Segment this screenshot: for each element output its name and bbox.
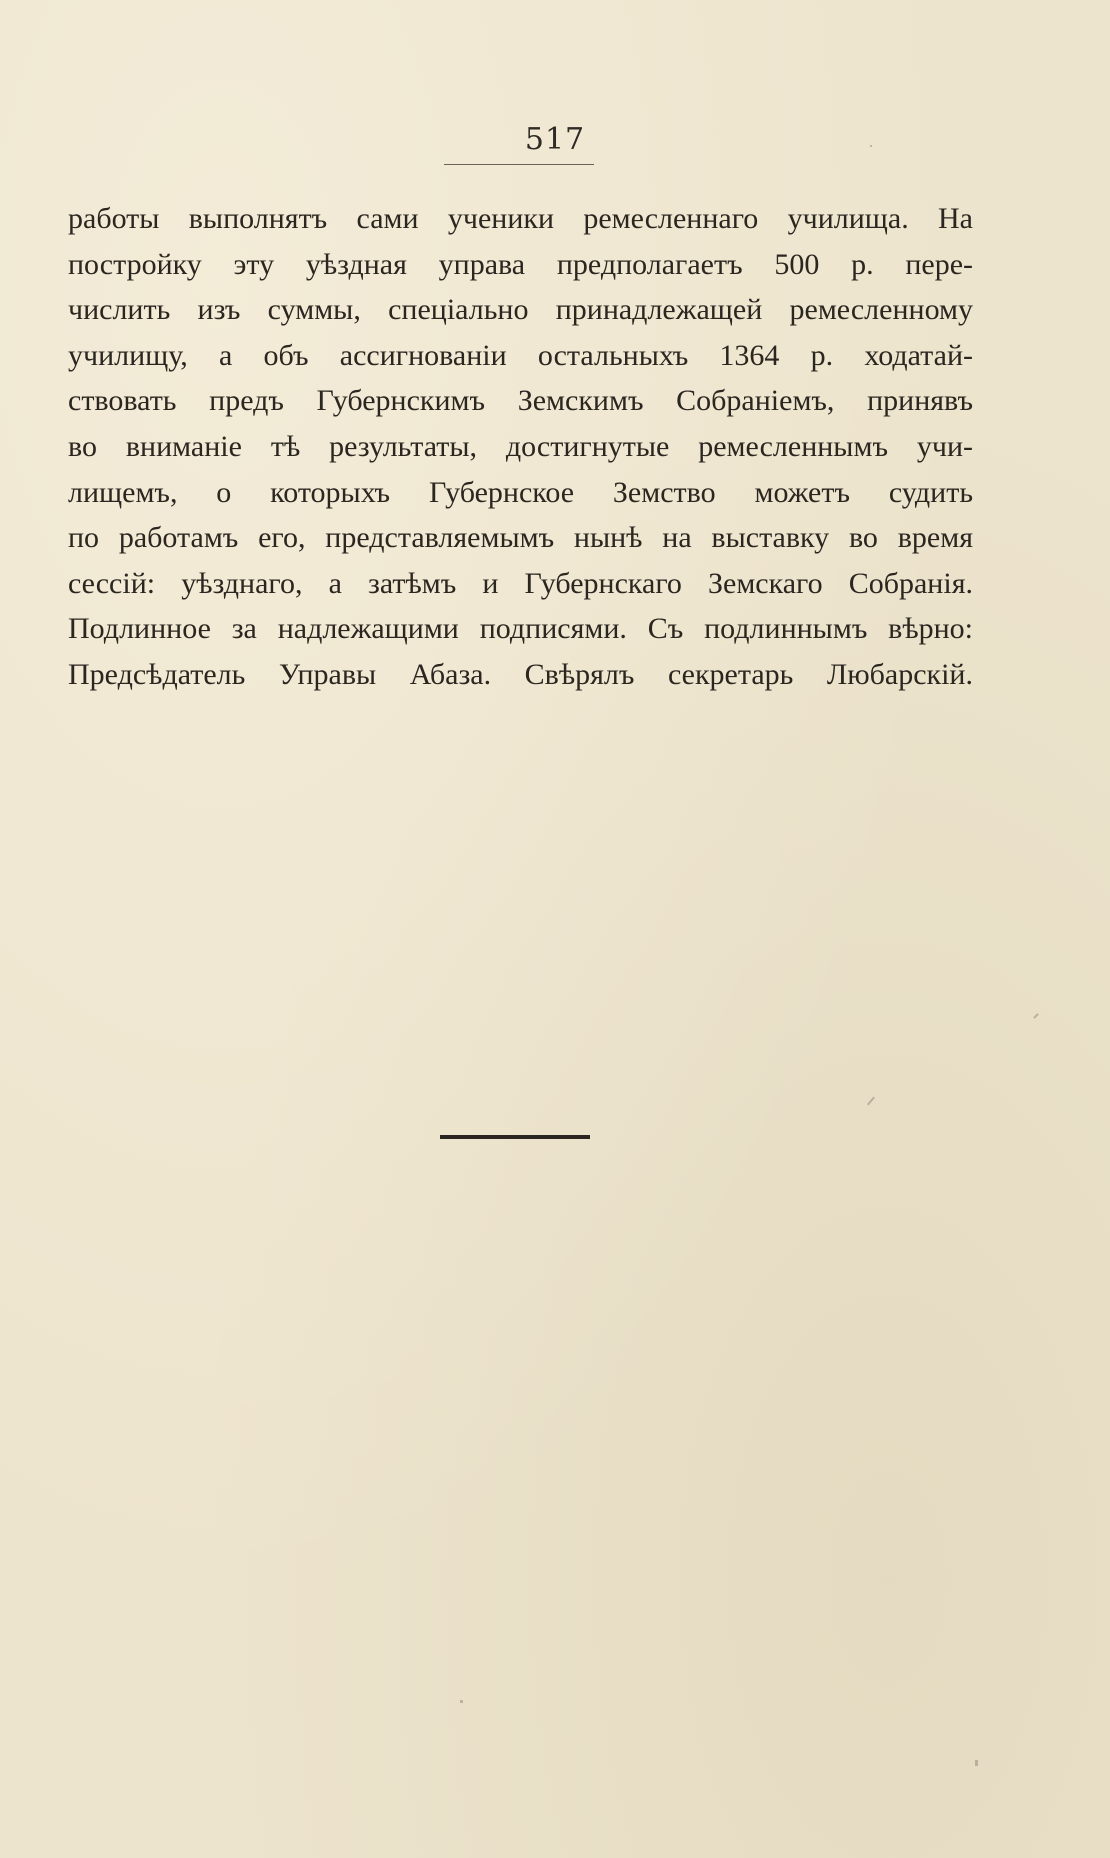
text-line: работы выполнятъ сами ученики ремесленнаго училища. На — [68, 202, 973, 235]
text-line: ствовать предъ Губернскимъ Земскимъ Собраніемъ, принявъ — [68, 384, 973, 418]
end-rule — [440, 1135, 590, 1139]
text-line: по работамъ его, представляемымъ нынѣ на выставку во время — [68, 521, 973, 555]
text-line: Подлинное за надлежащими подписями. Съ подлиннымъ вѣрно: — [68, 612, 973, 646]
header-rule — [444, 164, 594, 165]
text-line: постройку эту уѣздная управа предполагаетъ 500 р. пере- — [68, 247, 973, 281]
text-line: лищемъ, о которыхъ Губернское Земство можетъ судить — [68, 475, 973, 509]
text-line: во вниманіе тѣ результаты, достигнутые ремесленнымъ учи- — [68, 429, 973, 463]
paper-speck — [867, 1097, 875, 1106]
body-text — [68, 196, 973, 698]
paper-speck — [460, 1700, 463, 1703]
text-line: числить изъ суммы, спеціально принадлежащей ремесленному — [68, 293, 973, 327]
text-line: сессій: уѣзднаго, а затѣмъ и Губернскаго Земскаго Собранія. — [68, 566, 973, 600]
paper-speck — [1033, 1013, 1039, 1019]
text-line: Предсѣдатель Управы Абаза. Свѣрялъ секретарь Любарскій. — [68, 657, 973, 691]
page-number: 517 — [524, 122, 586, 157]
paper-speck — [870, 145, 872, 147]
text-line: училищу, а объ ассигнованіи остальныхъ 1364 р. ходатай- — [68, 338, 973, 372]
paper-speck — [975, 1760, 978, 1766]
